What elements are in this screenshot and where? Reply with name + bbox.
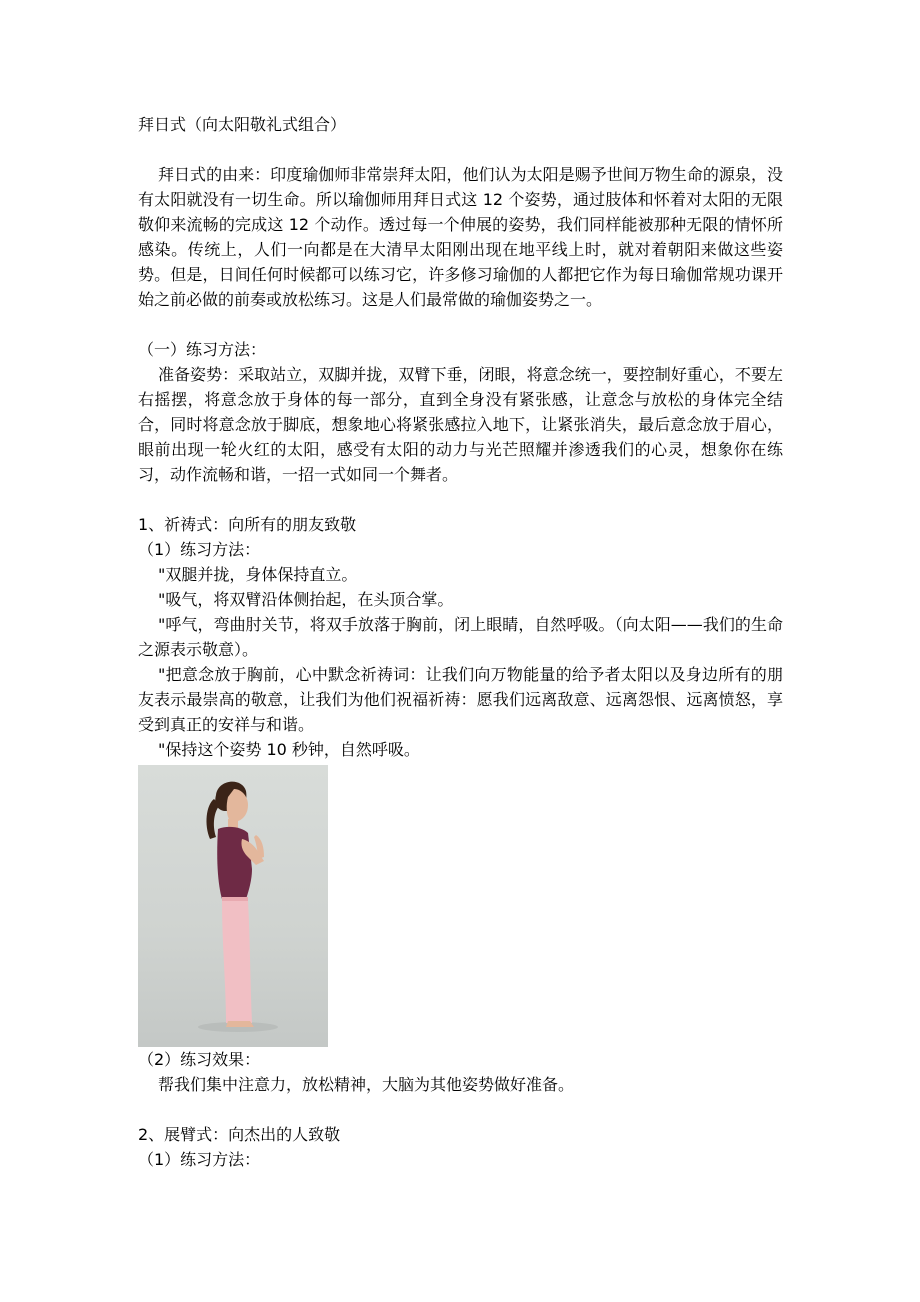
section1-heading: 1、祈祷式：向所有的朋友致敬 [138,515,357,534]
section1-step-2: "吸气，将双臂沿体侧抬起，在头顶合掌。 [158,590,454,609]
section1-step-3: "呼气，弯曲肘关节，将双手放落于胸前，闭上眼睛，自然呼吸。（向太阳——我们的生命之源表示敬意）。 [138,615,783,659]
pants-shape [222,901,252,1023]
section1-effect-label: （2）练习效果： [138,1050,261,1069]
document-title: 拜日式（向太阳敬礼式组合） [138,115,347,134]
section1-effect-text: 帮我们集中注意力，放松精神，大脑为其他姿势做好准备。 [158,1075,575,1094]
section1-method-label: （1）练习方法： [138,540,261,559]
section1-step-5: "保持这个姿势 10 秒钟，自然呼吸。 [158,740,420,759]
section1-step-1: "双腿并拢，身体保持直立。 [158,565,358,584]
document-page [138,112,783,1172]
section1-step-4: "把意念放于胸前，心中默念祈祷词：让我们向万物能量的给予者太阳以及身边所有的朋友表示最崇高的敬意，让我们为他们祝福祈祷：愿我们远离敌意、远离怨恨、远离愤怒，享受到真正的安祥与和谐。 [138,665,783,734]
preparation-paragraph: 准备姿势：采取站立，双脚并拢，双臂下垂，闭眼，将意念统一，要控制好重心，不要左右摇摆，将意念放于身体的每一部分，直到全身没有紧张感，让意念与放松的身体完全结合，同时将意念放于脚底，想象地心将紧张感拉入地下，让紧张消失，最后意念放于眉心，眼前出现一轮火红的太阳，感受有太阳的动力与光芒照耀并渗透我们的心灵，想象你在练习，动作流畅和谐，一招一式如同一个舞者。 [138,365,783,484]
prayer-pose-illustration [138,765,328,1047]
shirt-shape [217,827,252,899]
intro-paragraph: 拜日式的由来：印度瑜伽师非常崇拜太阳，他们认为太阳是赐予世间万物生命的源泉，没有太阳就没有一切生命。所以瑜伽师用拜日式这 12 个姿势，通过肢体和怀着对太阳的无限敬仰来流畅的完成这 12 个动作。透过每一个伸展的姿势，我们同样能被那种无限的情怀所感染。传统上，人们一向都是在大清早太阳刚出现在地平线上时，就对着朝阳来做这些姿势。但是，日间任何时候都可以练习它，许多修习瑜伽的人都把它作为每日瑜伽常规功课开始之前必做的前奏或放松练习。这是人们最常做的瑜伽姿势之一。 [138,165,783,309]
prayer-pose-photo [138,765,328,1047]
section2-method-label: （1）练习方法： [138,1150,261,1169]
feet-shape [226,1021,254,1027]
method-heading: （一）练习方法： [138,340,267,359]
section2-heading: 2、展臂式：向杰出的人致敬 [138,1125,341,1144]
